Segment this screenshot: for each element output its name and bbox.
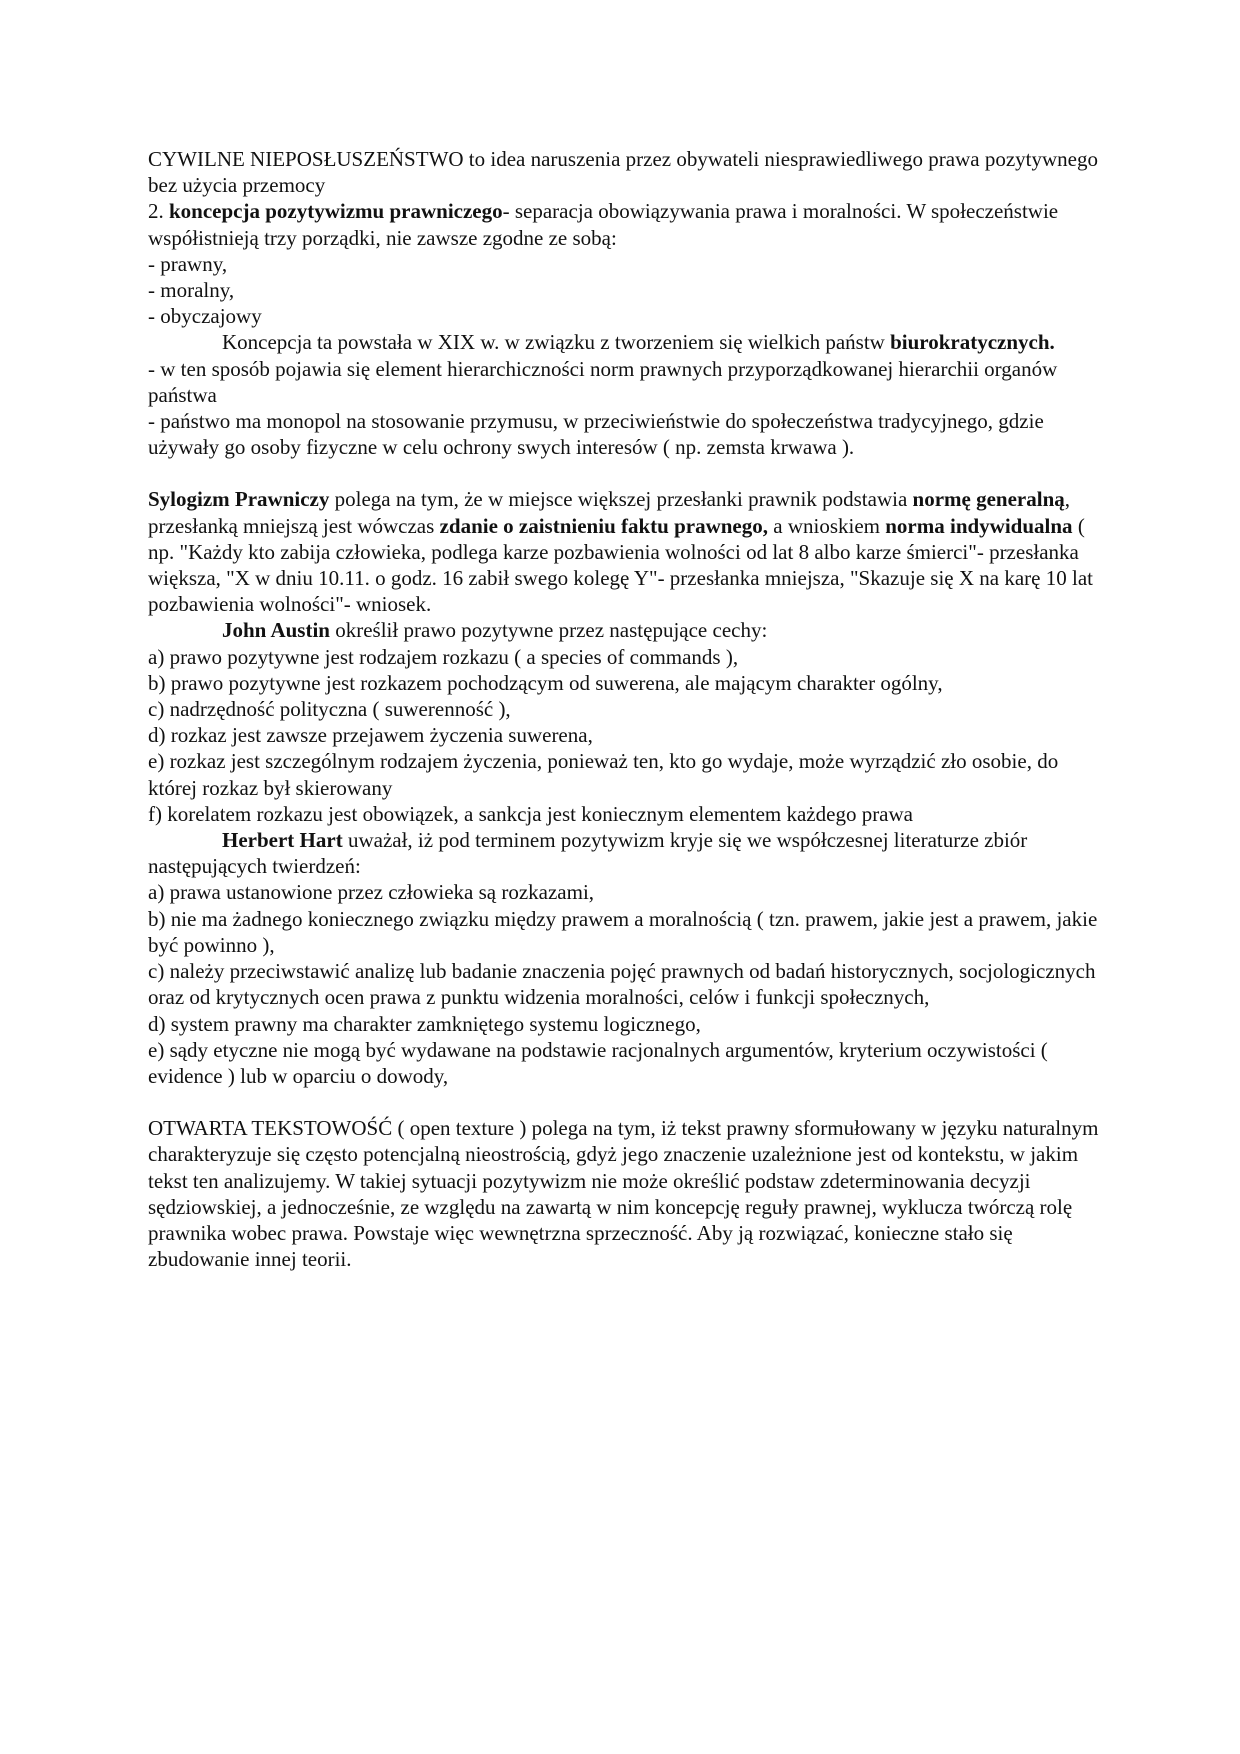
legal-fact-term: zdanie o zaistnieniu faktu prawnego, — [439, 513, 769, 538]
austin-intro — [148, 617, 1106, 643]
hart-name: Herbert Hart — [222, 828, 343, 853]
positivism-number: 2. — [148, 199, 164, 224]
origin-bold: biurokratycznych. — [890, 330, 1055, 355]
positivism-point-monopoly: - państwo ma monopol na stosowanie przymusu, w przeciwieństwie do społeczeństwa tradycyjnego, gdzie używały go osoby fizyczne w celu ochrony swych interesów ( np. zemsta krwawa ). — [148, 409, 1044, 460]
austin-item: f) korelatem rozkazu jest obowiązek, a sankcja jest koniecznym elementem każdego prawa — [148, 801, 913, 826]
positivism-origin — [148, 329, 1106, 355]
paragraph-gap — [148, 1089, 1106, 1115]
positivism-point-hierarchy: - w ten sposób pojawia się element hierarchiczności norm prawnych przyporządkowanej hierarchii organów państwa — [148, 356, 1058, 407]
hart-item: d) system prawny ma charakter zamkniętego systemu logicznego, — [148, 1011, 701, 1036]
austin-item: e) rozkaz jest szczególnym rodzajem życzenia, ponieważ ten, kto go wydaje, może wyrządzić zło osobie, do której rozkaz był skierowany — [148, 749, 1059, 800]
general-norm-term: normę generalną — [912, 487, 1065, 512]
hart-item: b) nie ma żadnego koniecznego związku między prawem a moralnością ( tzn. prawem, jakie jest a prawem, jakie być powinno ), — [148, 906, 1098, 957]
austin-item: b) prawo pozytywne jest rozkazem pochodzącym od suwerena, ale mającym charakter ogólny, — [148, 670, 943, 695]
origin-text: Koncepcja ta powstała w XIX w. w związku z tworzeniem się wielkich państw — [222, 330, 891, 355]
order-item-legal: - prawny, — [148, 251, 228, 276]
hart-item: a) prawa ustanowione przez człowieka są rozkazami, — [148, 880, 595, 905]
document-page — [148, 146, 1106, 1272]
austin-intro-text: określił prawo pozytywne przez następujące cechy: — [329, 618, 768, 643]
austin-item: c) nadrzędność polityczna ( suwerenność ), — [148, 697, 511, 722]
syllogism-text-1: polega na tym, że w miejsce większej przesłanki prawnik podstawia — [329, 487, 913, 512]
syllogism-paragraph — [148, 486, 1106, 617]
syllogism-text-3: a wnioskiem — [768, 513, 886, 538]
open-texture-paragraph: OTWARTA TEKSTOWOŚĆ ( open texture ) polega na tym, iż tekst prawny sformułowany w języku naturalnym charakteryzuje się często potencjalną nieostrością, gdyż jego znaczenie uzależnione jest od kontekstu, w jakim tekst ten analizujemy. W takiej sytuacji pozytywizm nie może określić podstaw zdeterminowania decyzji sędziowskiej, a jednocześnie, ze względu na zawartą w nim koncepcję reguły prawnej, wyklucza twórczą rolę prawnika wobec prawa. Powstaje więc wewnętrzna sprzeczność. Aby ją rozwiązać, konieczne stało się zbudowanie innej teorii. — [148, 1116, 1099, 1272]
order-item-moral: - moralny, — [148, 278, 235, 303]
hart-intro — [148, 827, 1106, 879]
syllogism-text-2: , przesłanką mniejszą jest wówczas — [148, 487, 1071, 538]
positivism-rest: - separacja obowiązywania prawa i moralności. W społeczeństwie współistnieją trzy porządki, nie zawsze zgodne ze sobą: — [148, 199, 1059, 250]
hart-item: e) sądy etyczne nie mogą być wydawane na podstawie racjonalnych argumentów, kryterium oczywistości ( evidence ) lub w oparciu o dowody, — [148, 1037, 1048, 1088]
order-item-custom: - obyczajowy — [148, 304, 262, 329]
positivism-term: koncepcja pozytywizmu prawniczego — [169, 199, 503, 224]
individual-norm-term: norma indywidualna — [885, 513, 1073, 538]
positivism-definition — [148, 198, 1106, 250]
austin-item: d) rozkaz jest zawsze przejawem życzenia suwerena, — [148, 723, 593, 748]
hart-item: c) należy przeciwstawić analizę lub badanie znaczenia pojęć prawnych od badań historycznych, socjologicznych oraz od krytycznych ocen prawa z punktu widzenia moralności, celów i funkcji społecznych, — [148, 959, 1096, 1010]
syllogism-term: Sylogizm Prawniczy — [148, 487, 330, 512]
austin-item: a) prawo pozytywne jest rodzajem rozkazu ( a species of commands ), — [148, 644, 739, 669]
hart-intro-text: uważał, iż pod terminem pozytywizm kryje się we współczesnej literaturze zbiór następujących twierdzeń: — [148, 828, 1028, 879]
paragraph-gap — [148, 460, 1106, 486]
austin-name: John Austin — [222, 618, 330, 643]
civil-disobedience-paragraph: CYWILNE NIEPOSŁUSZEŃSTWO to idea naruszenia przez obywateli niesprawiedliwego prawa pozytywnego bez użycia przemocy — [148, 147, 1098, 198]
syllogism-text-4: ( np. "Każdy kto zabija człowieka, podlega karze pozbawienia wolności od lat 8 albo karze śmierci"- przesłanka większa, "X w dniu 10.11. o godz. 16 zabił swego kolegę Y"- przesłanka mniejsza, "Skazuje się X na karę 10 lat pozbawienia wolności"- wniosek. — [148, 513, 1093, 617]
